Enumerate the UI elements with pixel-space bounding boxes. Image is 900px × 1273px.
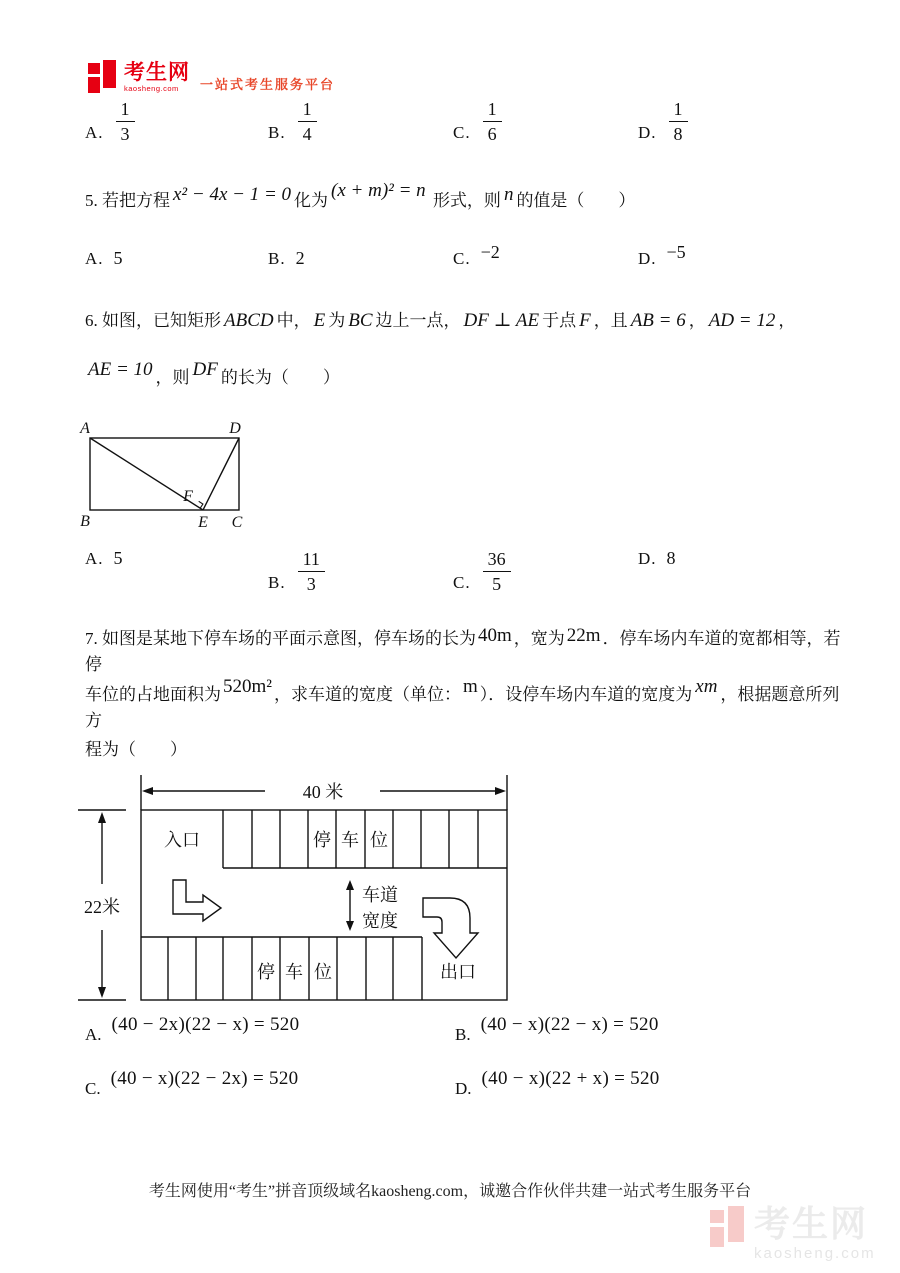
equation: (40 − 2x)(22 − x) = 520 [111, 1014, 300, 1035]
watermark-domain: kaosheng.com [754, 1245, 876, 1262]
stall-char: 位 [370, 830, 388, 850]
q5-equation-1: x² − 4x − 1 = 0 [173, 184, 292, 205]
stall-char: 停 [313, 830, 331, 850]
width-dimension-label: 40 米 [302, 782, 344, 802]
vertex-label-d: D [229, 420, 241, 437]
q7-stem-line2: 车位的占地面积为 520m² ，求车道的宽度（单位： m ）．设停车场内车道的宽度为 xm ，根据题意所列方 [85, 676, 840, 730]
q6-vertex-labels [79, 420, 243, 531]
arrowhead-up [346, 880, 354, 890]
arrowhead-left [142, 787, 153, 795]
rectangle-abcd [90, 438, 239, 510]
equation: (40 − x)(22 + x) = 520 [481, 1068, 660, 1089]
q5-number: 5. [85, 191, 98, 210]
q6-option-c: C. $\frac{36}{5}$ [453, 548, 511, 595]
q7-stem-line3: 程为（ ） [85, 740, 187, 759]
q5-text: 的值是（ ） [516, 191, 636, 210]
arrowhead-down [98, 987, 106, 998]
q4-option-b [268, 98, 317, 145]
logo-block [88, 77, 100, 93]
logo-block [710, 1227, 724, 1247]
q4-option-d [638, 98, 688, 145]
arrowhead-up [98, 812, 106, 823]
q6-option-a: A. 5 [85, 548, 123, 568]
q7-stem-line1: 7. 如图是某地下停车场的平面示意图，停车场的长为 40m ，宽为 22m ．停车场内车道的宽都相等，若停 [85, 625, 841, 674]
fraction: $\frac{1}{4}$ [298, 98, 317, 145]
entrance-label: 入口 [164, 830, 200, 850]
q5-equation-2: (x + m)² = n [331, 180, 426, 201]
footer-text: 考生网使用“考生”拼音顶级域名kaosheng.com，诚邀合作伙伴共建一站式考生服务平台 [148, 1183, 752, 1200]
q4-option-a [85, 98, 135, 145]
q4-option-c [453, 98, 502, 145]
header-logo [88, 60, 335, 94]
exit-arrow [423, 898, 478, 958]
stall-char: 车 [285, 962, 303, 982]
stall-char: 车 [341, 830, 359, 850]
brand-tagline: 一站式考生服务平台 [200, 76, 336, 92]
q5-text: 化为 [294, 191, 329, 210]
q5-option-b: B. 2 [268, 248, 305, 268]
fraction: $\frac{1}{8}$ [669, 98, 688, 145]
watermark-logo-icon [710, 1206, 746, 1250]
option-label: B. [268, 123, 286, 142]
exit-label: 出口 [440, 962, 476, 982]
kaosheng-logo-icon [88, 60, 118, 94]
fraction: $\frac{1}{3}$ [116, 98, 135, 145]
fraction: $\frac{36}{5}$ [483, 548, 511, 595]
q5-option-c: C. −2 [453, 242, 500, 268]
arrowhead-right [495, 787, 506, 795]
q7-option-a: A. (40 − 2x)(22 − x) = 520 [85, 1014, 300, 1044]
stall-char: 停 [257, 962, 275, 982]
logo-block [728, 1206, 744, 1242]
logo-block [103, 60, 116, 88]
q6-number: 6. [85, 311, 98, 330]
q6-rectangle [90, 438, 239, 510]
brand-name: 考生网 [124, 60, 190, 84]
watermark-brand: 考生网 [754, 1203, 869, 1244]
lane-label-line1: 车道 [362, 885, 398, 905]
q7-option-d: D. (40 − x)(22 + x) = 520 [455, 1068, 660, 1098]
logo-block [88, 63, 100, 74]
entrance-arrow [173, 880, 221, 921]
segment-de [203, 438, 239, 510]
q5-variable-n: n [503, 184, 514, 205]
q6-option-b: B. $\frac{11}{3}$ [268, 548, 325, 595]
lane-label-line2: 宽度 [362, 911, 398, 931]
q7-option-b: B. (40 − x)(22 − x) = 520 [455, 1014, 659, 1044]
equation: (40 − x)(22 − x) = 520 [480, 1014, 659, 1035]
q5-stem [85, 180, 845, 214]
brand-domain: kaosheng.com [124, 83, 179, 93]
q7-option-c: C. (40 − x)(22 − 2x) = 520 [85, 1068, 299, 1098]
option-label: A. [85, 123, 104, 142]
q6-figure [75, 413, 255, 538]
q6-stem-line2: AE = 10 ，则 DF 的长为（ ） [88, 359, 340, 387]
option-label: C. [453, 123, 471, 142]
q5-option-d: D. −5 [638, 242, 686, 268]
q5-text: 若把方程 [102, 191, 170, 210]
watermark-logo [710, 1203, 876, 1262]
equation: (40 − x)(22 − 2x) = 520 [110, 1068, 299, 1089]
stall-char: 位 [314, 962, 332, 982]
height-dimension-label: 22米 [84, 897, 120, 917]
q5-text: 形式，则 [432, 191, 501, 210]
option-label: D. [638, 123, 657, 142]
vertex-label-a: A [80, 420, 90, 437]
fraction: $\frac{11}{3}$ [298, 548, 325, 595]
logo-block [710, 1210, 724, 1223]
arrowhead-down [346, 921, 354, 931]
vertex-label-b: B [80, 513, 90, 530]
q7-figure [75, 772, 515, 1007]
q5-option-a: A. 5 [85, 248, 123, 268]
fraction: $\frac{1}{6}$ [483, 98, 502, 145]
q6-option-d: D. 8 [638, 548, 676, 568]
vertex-label-e: E [198, 514, 208, 531]
vertex-label-c: C [231, 514, 243, 531]
q6-stem-line1: 6. 如图，已知矩形 ABCD 中， E 为 BC 边上一点， DF ⊥ AE 于点 F ，且 AB = 6 ， AD = 12 ， [85, 310, 796, 331]
vertex-label-f: F [183, 488, 193, 505]
q7-number: 7. [85, 629, 98, 648]
